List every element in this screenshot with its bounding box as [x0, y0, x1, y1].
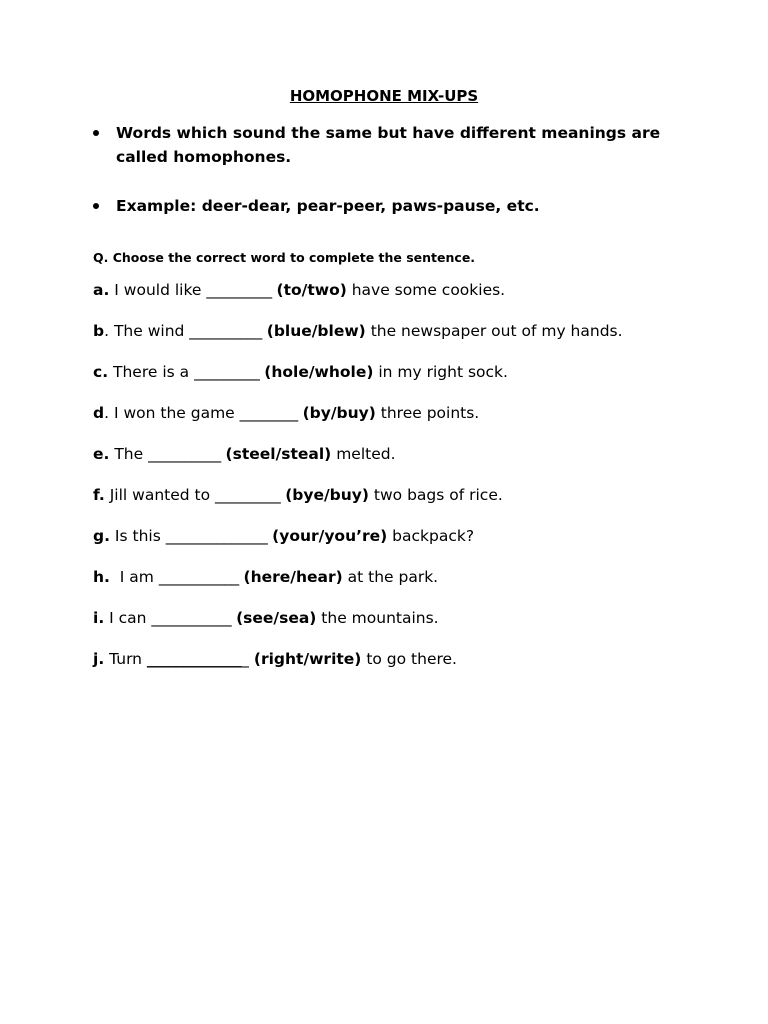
exercise-item-a [93, 279, 733, 320]
word-choices: (steel/steal) [225, 445, 332, 463]
item-text-before: . I won the game [104, 404, 240, 422]
exercise-item-i [93, 607, 733, 648]
answer-blank[interactable]: __________ [148, 445, 221, 463]
item-text-after: backpack? [387, 527, 475, 545]
item-text-before: The [109, 445, 149, 463]
item-text-after: two bags of rice. [368, 486, 503, 504]
item-text-after: in my right sock. [373, 363, 508, 381]
page-title: HOMOPHONE MIX-UPS [289, 87, 479, 105]
exercise-item-b [93, 320, 733, 361]
item-text-before: I can [104, 609, 152, 627]
answer-blank[interactable]: __________ [189, 322, 262, 340]
word-choices: (right/write) [253, 650, 362, 668]
definition-bullet [93, 121, 693, 169]
answer-blank[interactable]: _____________ [146, 650, 242, 668]
word-choices: (hole/whole) [264, 363, 374, 381]
item-text-after: the mountains. [316, 609, 439, 627]
definition-list [93, 121, 693, 218]
word-choices: (bye/buy) [285, 486, 369, 504]
word-choices: (by/buy) [302, 404, 376, 422]
word-choices: (blue/blew) [266, 322, 366, 340]
exercise-item-c [93, 361, 733, 402]
exercise-item-e [93, 443, 733, 484]
answer-blank[interactable]: ___________ [158, 568, 239, 586]
item-text-after: three points. [375, 404, 480, 422]
bullet-dot-icon [93, 130, 99, 136]
item-text-after: to go there. [361, 650, 457, 668]
word-choices: (here/hear) [243, 568, 343, 586]
exercise-list [93, 279, 733, 689]
item-letter: h. [93, 568, 110, 586]
question-prompt: Q. Choose the correct word to complete the sentence. [93, 250, 476, 265]
item-letter: e. [93, 445, 110, 463]
item-text-before: Jill wanted to [104, 486, 216, 504]
item-letter: j. [93, 650, 105, 668]
item-letter: g. [93, 527, 110, 545]
answer-blank[interactable]: _________ [206, 281, 272, 299]
item-letter: i. [93, 609, 105, 627]
answer-blank[interactable]: _________ [194, 363, 260, 381]
item-letter: b [93, 322, 105, 340]
item-letter: c. [93, 363, 109, 381]
exercise-item-g [93, 525, 733, 566]
exercise-item-j: j. Turn ______________ (right/write) to go there. [93, 650, 457, 668]
word-choices: (your/you’re) [272, 527, 388, 545]
exercise-item-d [93, 402, 733, 443]
example-bullet [93, 194, 693, 218]
item-text-before: I am [109, 568, 159, 586]
answer-blank[interactable]: ________ [239, 404, 298, 422]
item-text-before: Turn [104, 650, 147, 668]
item-text-before: I would like [109, 281, 207, 299]
item-letter: f. [93, 486, 105, 504]
item-text-before: Is this [109, 527, 166, 545]
answer-blank[interactable]: ___________ [151, 609, 232, 627]
item-letter: a. [93, 281, 110, 299]
item-text-after: melted. [331, 445, 396, 463]
item-text-before: . The wind [104, 322, 190, 340]
word-choices: (to/two) [276, 281, 347, 299]
item-letter: d [93, 404, 105, 422]
exercise-item-h [93, 566, 733, 607]
answer-blank[interactable]: ______________ [165, 527, 268, 545]
item-text-after: the newspaper out of my hands. [365, 322, 623, 340]
exercise-item-f [93, 484, 733, 525]
item-text-before: There is a [108, 363, 195, 381]
example-text: Example: deer-dear, pear-peer, paws-pause, etc. [116, 197, 540, 215]
answer-blank[interactable]: _________ [215, 486, 281, 504]
item-text-after: have some cookies. [346, 281, 506, 299]
word-choices: (see/sea) [236, 609, 317, 627]
item-text-after: at the park. [342, 568, 439, 586]
bullet-dot-icon [93, 203, 99, 209]
definition-text: Words which sound the same but have different meanings are called homophones. [116, 124, 661, 166]
